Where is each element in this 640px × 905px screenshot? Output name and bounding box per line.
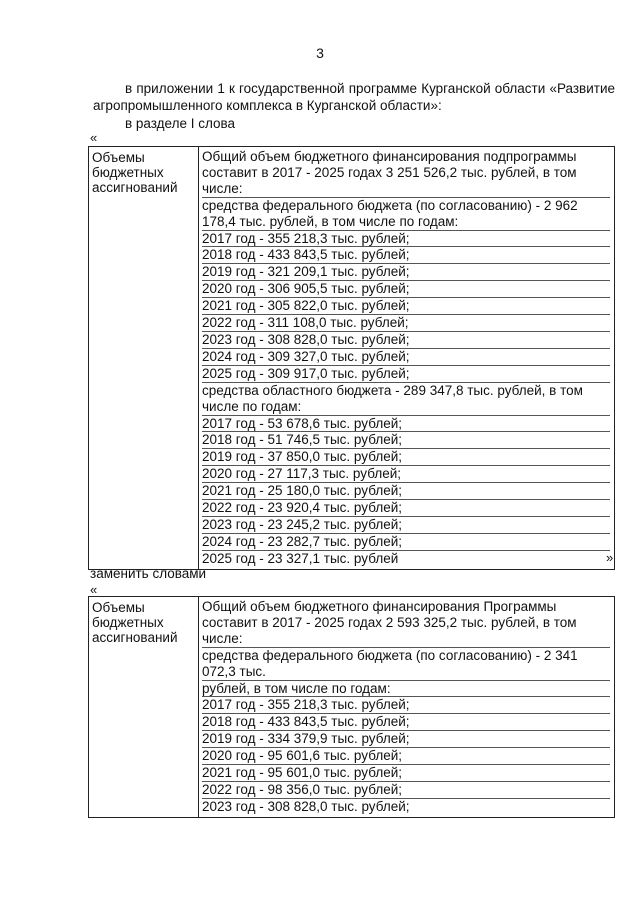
content-line: 2025 год - 309 917,0 тыс. рублей; [202, 366, 610, 383]
content-line: 2017 год - 355 218,3 тыс. рублей; [202, 697, 610, 714]
content-line: 2023 год - 23 245,2 тыс. рублей; [202, 517, 610, 534]
content-line: 2021 год - 25 180,0 тыс. рублей; [202, 483, 610, 500]
content-line: средства областного бюджета - 289 347,8 тыс. рублей, в том числе по годам: [202, 383, 610, 416]
table-content [199, 597, 615, 818]
section-paragraph: в разделе I слова [125, 116, 236, 131]
table-label: Объемы бюджетных ассигнований [89, 597, 199, 818]
replace-phrase: заменить словами [90, 566, 207, 581]
content-line: 2020 год - 306 905,5 тыс. рублей; [202, 281, 610, 298]
content-line: 2024 год - 309 327,0 тыс. рублей; [202, 349, 610, 366]
content-line: Общий объем бюджетного финансирования подпрограммы составит в 2017 - 2025 годах 3 251 526,2 тыс. рублей, в том числе: [202, 149, 610, 198]
table-label: Объемы бюджетных ассигнований [89, 147, 199, 570]
content-line: рублей, в том числе по годам: [202, 681, 610, 698]
content-line: 2018 год - 433 843,5 тыс. рублей; [202, 247, 610, 264]
open-quote-1: « [90, 130, 98, 145]
content-line: 2024 год - 23 282,7 тыс. рублей; [202, 534, 610, 551]
content-line: 2018 год - 433 843,5 тыс. рублей; [202, 714, 610, 731]
close-quote-1: » [606, 550, 614, 565]
content-line: 2023 год - 308 828,0 тыс. рублей; [202, 332, 610, 349]
intro-text: в приложении 1 к государственной программе Курганской области «Развитие агропромышленного комплекса в Курганской области»: [93, 81, 615, 113]
open-quote-2: « [90, 582, 98, 597]
content-line: 2022 год - 311 108,0 тыс. рублей; [202, 315, 610, 332]
content-line: 2017 год - 53 678,6 тыс. рублей; [202, 416, 610, 433]
intro-paragraph [93, 80, 615, 114]
content-line: 2025 год - 23 327,1 тыс. рублей [202, 550, 399, 566]
content-line: 2023 год - 308 828,0 тыс. рублей; [202, 798, 410, 814]
table-content [199, 147, 615, 570]
content-line: 2020 год - 27 117,3 тыс. рублей; [202, 466, 610, 483]
content-line: 2019 год - 321 209,1 тыс. рублей; [202, 264, 610, 281]
content-line: 2021 год - 305 822,0 тыс. рублей; [202, 298, 610, 315]
content-line: 2018 год - 51 746,5 тыс. рублей; [202, 432, 610, 449]
content-line: 2021 год - 95 601,0 тыс. рублей; [202, 765, 610, 782]
content-line: 2020 год - 95 601,6 тыс. рублей; [202, 748, 610, 765]
content-line: 2017 год - 355 218,3 тыс. рублей; [202, 231, 610, 248]
content-line: 2022 год - 98 356,0 тыс. рублей; [202, 782, 610, 799]
budget-table-original [88, 146, 615, 570]
content-line: 2019 год - 37 850,0 тыс. рублей; [202, 449, 610, 466]
page-number: 3 [316, 45, 324, 61]
content-line: 2019 год - 334 379,9 тыс. рублей; [202, 731, 610, 748]
budget-table-replacement [88, 596, 615, 818]
content-line: средства федерального бюджета (по согласованию) - 2 962 178,4 тыс. рублей, в том числе по годам: [202, 198, 610, 231]
content-line: средства федерального бюджета (по согласованию) - 2 341 072,3 тыс. [202, 648, 610, 681]
content-line: Общий объем бюджетного финансирования Программы составит в 2017 - 2025 годах 2 593 325,2 тыс. рублей, в том числе: [202, 599, 610, 648]
content-line: 2022 год - 23 920,4 тыс. рублей; [202, 500, 610, 517]
